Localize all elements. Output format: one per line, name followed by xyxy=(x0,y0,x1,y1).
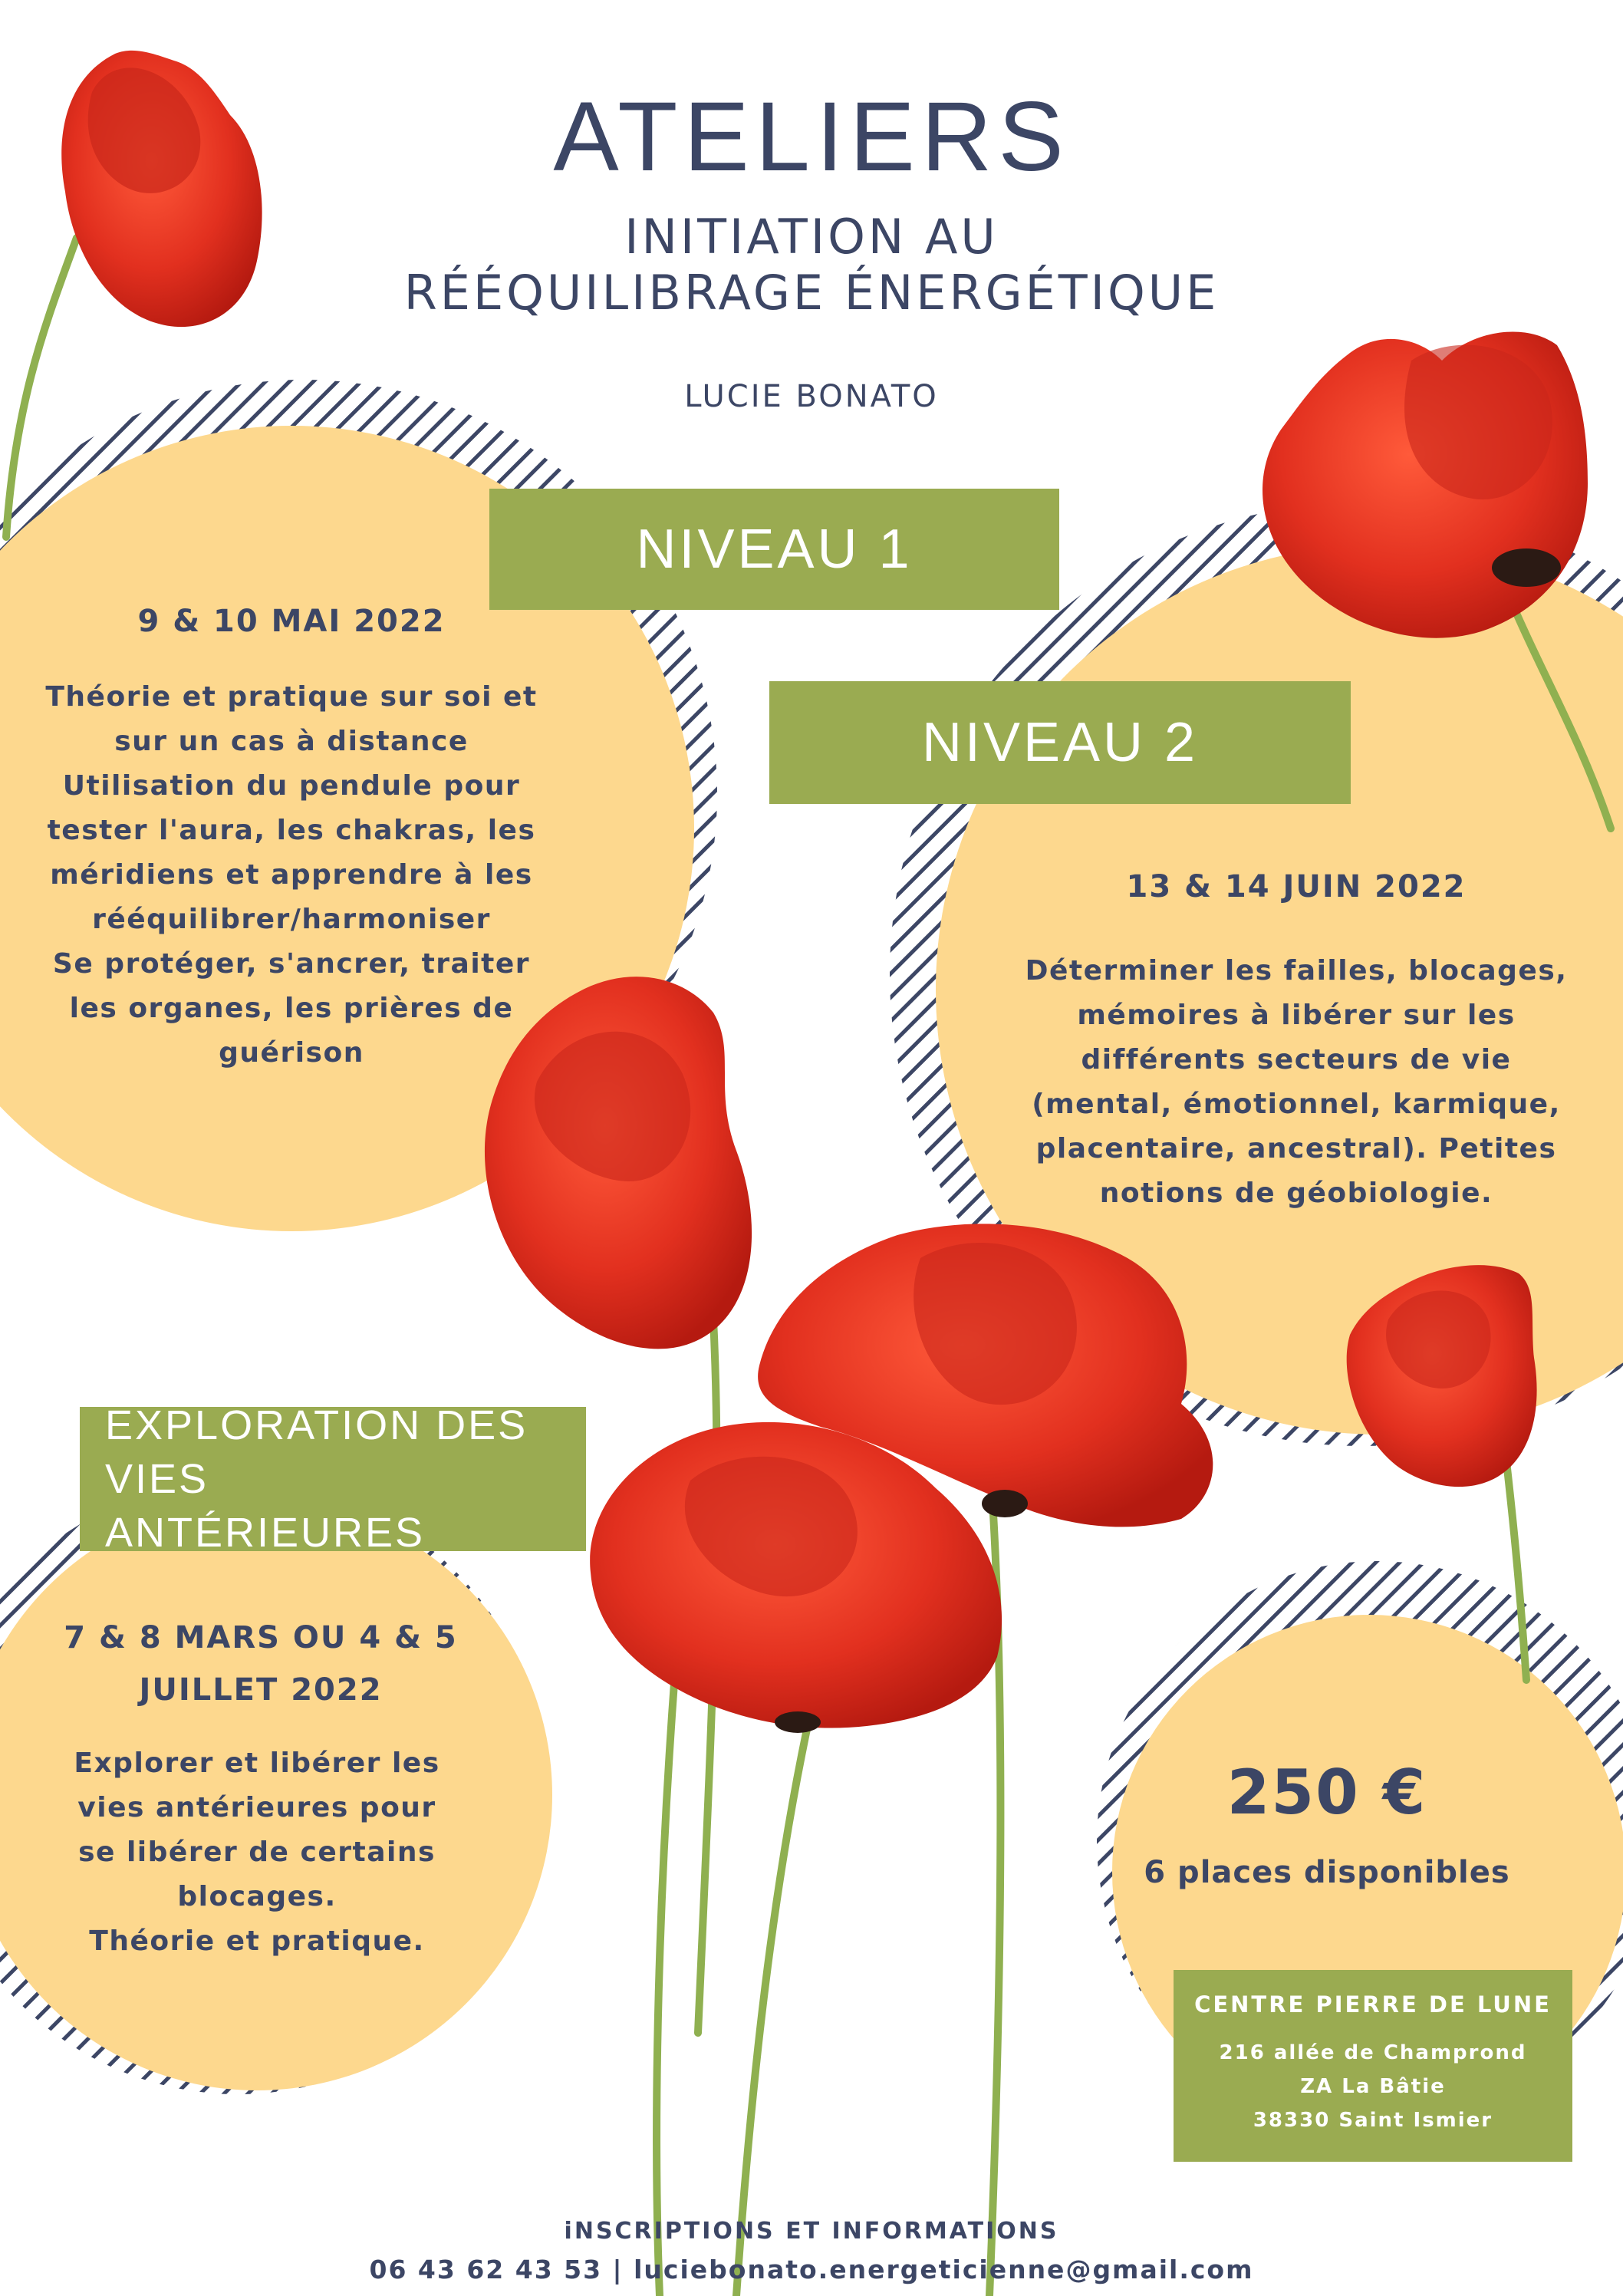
exploration-date-line-1: 7 & 8 MARS OU 4 & 5 xyxy=(64,1620,458,1655)
exploration-line: vies antérieures pour xyxy=(77,1792,436,1823)
footer-contact[interactable]: 06 43 62 43 53 | luciebonato.energeticienne@gmail.com xyxy=(369,2255,1254,2284)
footer-heading: iNSCRIPTIONS ET INFORMATIONS xyxy=(564,2218,1059,2245)
venue-name: CENTRE PIERRE DE LUNE xyxy=(1194,1991,1552,2018)
subtitle-line-1: INITIATION AU xyxy=(624,209,999,265)
niveau-2-line: Déterminer les failles, blocages, xyxy=(1025,955,1568,987)
niveau-2-banner: NIVEAU 2 xyxy=(769,681,1351,804)
niveau-1-line: les organes, les prières de xyxy=(69,993,514,1024)
price: 250 € xyxy=(1226,1757,1427,1828)
niveau-1-line: Utilisation du pendule pour xyxy=(62,770,521,802)
venue-box xyxy=(1174,1970,1572,2162)
author-name: LUCIE BONATO xyxy=(684,379,939,414)
niveau-2-line: mémoires à libérer sur les xyxy=(1077,1000,1516,1031)
exploration-description xyxy=(31,1741,483,1964)
niveau-2-line: notions de géobiologie. xyxy=(1099,1178,1493,1209)
niveau-2-line: (mental, émotionnel, karmique, xyxy=(1032,1089,1561,1120)
venue-address-line-3: 38330 Saint Ismier xyxy=(1253,2109,1493,2132)
venue-address-line-1: 216 allée de Champrond xyxy=(1219,2041,1527,2064)
niveau-2-description xyxy=(989,949,1603,1216)
niveau-2-line: placentaire, ancestral). Petites xyxy=(1035,1133,1557,1164)
niveau-2-line: différents secteurs de vie xyxy=(1081,1044,1512,1076)
exploration-line: se libérer de certains xyxy=(78,1836,436,1868)
exploration-line: blocages. xyxy=(177,1881,337,1912)
page-title: ATELIERS xyxy=(553,82,1070,192)
niveau-1-line: méridiens et apprendre à les xyxy=(50,859,533,891)
exploration-dates xyxy=(15,1612,506,1716)
exploration-label-line-1: EXPLORATION DES VIES xyxy=(105,1402,528,1502)
niveau-2-date: 13 & 14 JUIN 2022 xyxy=(1126,869,1467,904)
exploration-label-line-2: ANTÉRIEURES xyxy=(105,1510,426,1556)
exploration-banner xyxy=(80,1402,586,1556)
subtitle-line-2: RÉÉQUILIBRAGE ÉNERGÉTIQUE xyxy=(403,265,1220,321)
niveau-1-date: 9 & 10 MAI 2022 xyxy=(137,604,446,639)
niveau-1-line: Se protéger, s'ancrer, traiter xyxy=(52,948,531,980)
niveau-1-line: sur un cas à distance xyxy=(114,726,469,757)
venue-address-line-2: ZA La Bâtie xyxy=(1300,2075,1446,2098)
niveau-1-line: Théorie et pratique sur soi et xyxy=(45,681,538,713)
places-available: 6 places disponibles xyxy=(1144,1855,1510,1890)
exploration-line: Explorer et libérer les xyxy=(74,1748,440,1779)
exploration-date-line-2: JUILLET 2022 xyxy=(139,1672,383,1708)
niveau-1-line: rééquilibrer/harmoniser xyxy=(92,904,491,935)
niveau-1-line: guérison xyxy=(219,1037,364,1069)
niveau-1-description xyxy=(23,675,560,1076)
niveau-1-line: tester l'aura, les chakras, les xyxy=(47,815,536,846)
niveau-1-banner: NIVEAU 1 xyxy=(489,489,1059,610)
exploration-line: Théorie et pratique. xyxy=(89,1925,425,1957)
